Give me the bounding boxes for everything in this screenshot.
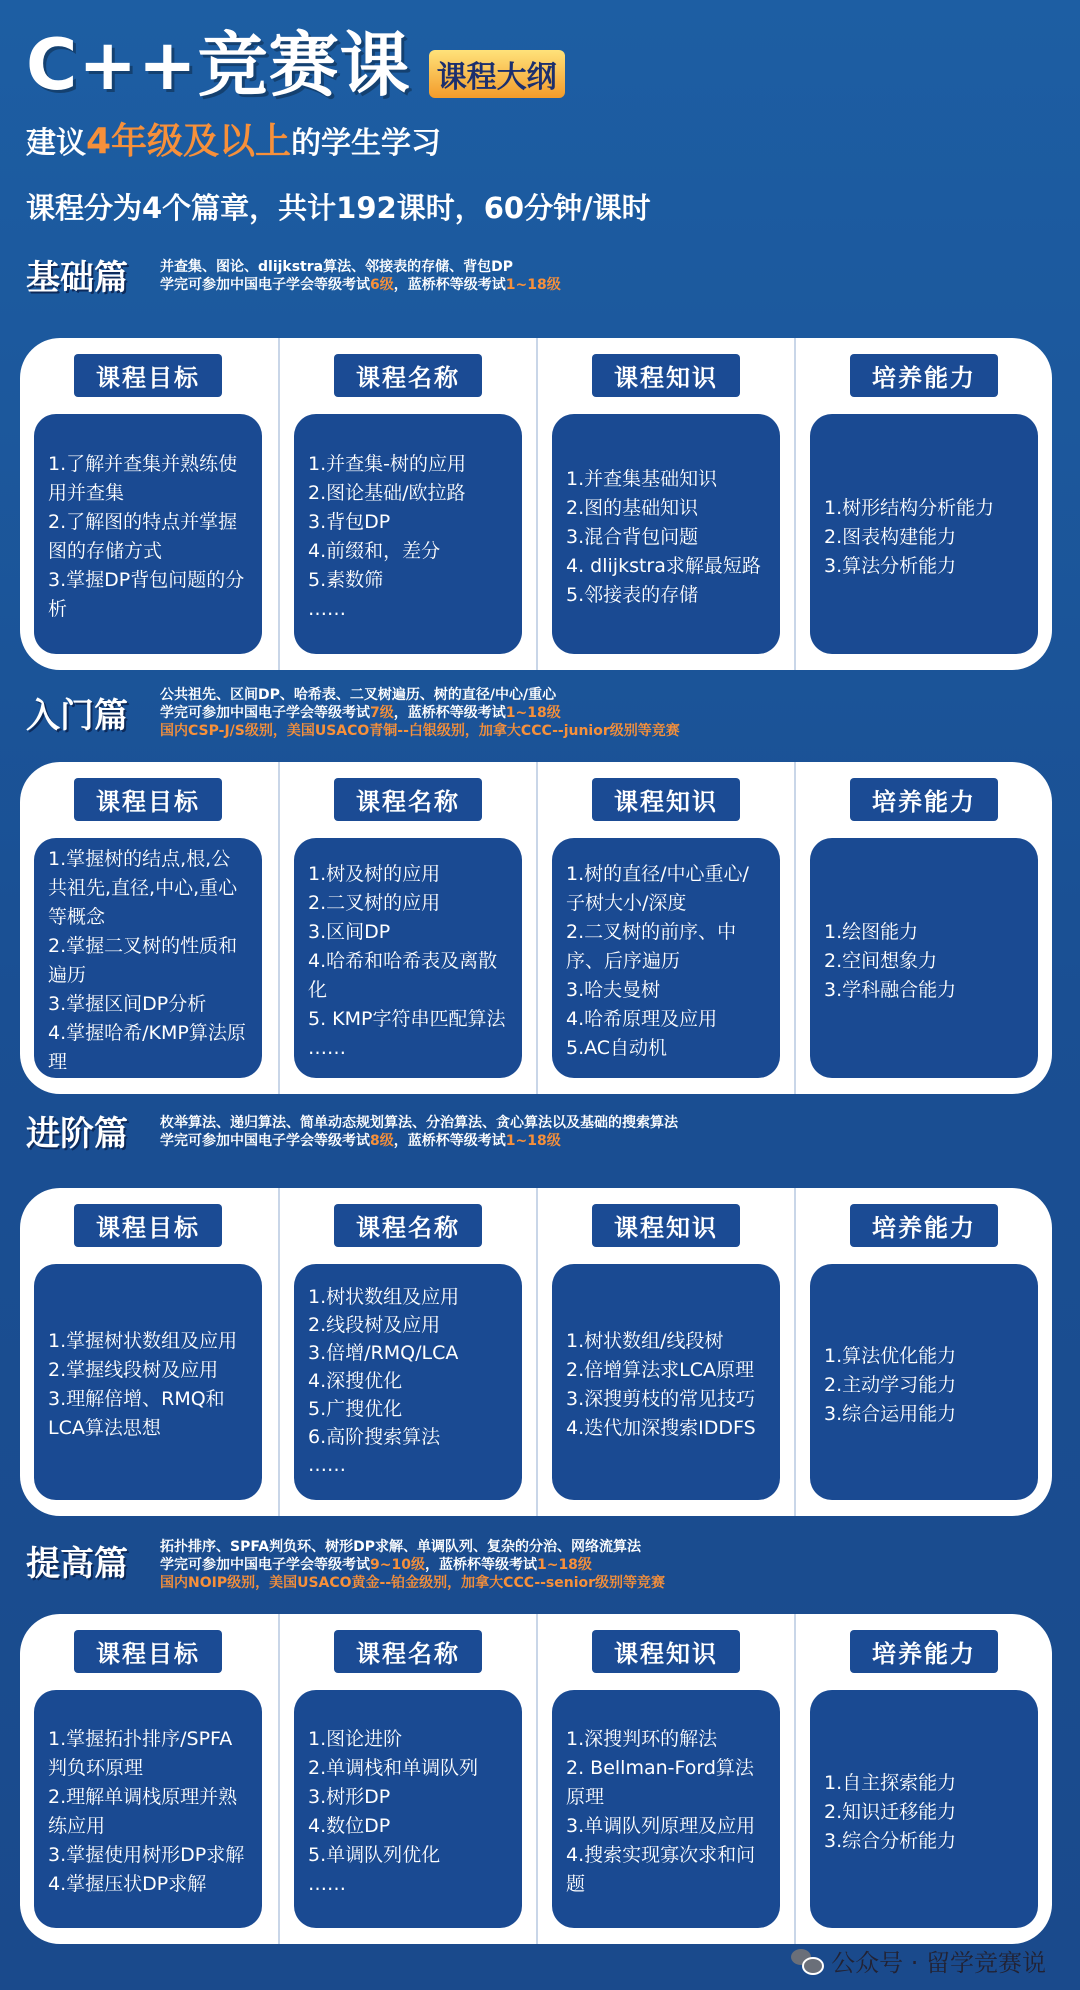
list-item: 1.算法优化能力 (824, 1344, 957, 1367)
chapter-desc (160, 258, 561, 294)
list-item: 1.图论进阶 (308, 1728, 403, 1750)
chapter-topics: 拓扑排序、SPFA判负环、树形DP求解、单调队列、复杂的分治、网络流算法 (160, 1539, 642, 1555)
col-title-goals: 课程目标 (74, 1630, 222, 1673)
list-item: 1.并查集-树的应用 (308, 453, 466, 475)
list-item: 3.树形DP (308, 1786, 391, 1808)
col-title-names: 课程名称 (334, 778, 482, 821)
list-item: 4.前缀和，差分 (308, 540, 441, 562)
col-title-names: 课程名称 (334, 354, 482, 397)
list-item: 4.迭代加深搜索IDDFS (566, 1417, 756, 1439)
col-names (278, 762, 536, 1094)
list-item: 3.算法分析能力 (824, 554, 957, 577)
goals-box (34, 1264, 262, 1500)
list-item: 4.深搜优化 (308, 1370, 403, 1392)
chapter-card (20, 1188, 1052, 1516)
list-item: 2.掌握线段树及应用 (48, 1359, 219, 1381)
chapter-desc (160, 686, 680, 740)
list-item: 5.AC自动机 (566, 1036, 668, 1059)
goals-box (34, 838, 262, 1078)
col-title-abilities: 培养能力 (850, 1630, 998, 1673)
chapter-basic (0, 256, 1080, 676)
chapter-competitions: 国内CSP-J/S级别，美国USACO青铜--白银级别，加拿大CCC--junior级别等竞赛 (160, 723, 680, 739)
col-goals (20, 1614, 276, 1944)
col-knowledge (536, 1188, 794, 1516)
col-names (278, 338, 536, 670)
col-goals (20, 338, 276, 670)
col-title-goals: 课程目标 (74, 1204, 222, 1247)
list-item: 2.二叉树的前序、中序、后序遍历 (566, 920, 737, 972)
list-item: 1.了解并查集并熟练使用并查集 (48, 453, 238, 504)
list-item: 3.学科融合能力 (824, 978, 957, 1001)
list-item: 4.掌握哈希/KMP算法原理 (48, 1022, 246, 1073)
col-goals (20, 762, 276, 1094)
knowledge-box (552, 1690, 780, 1928)
chapter-header (26, 256, 1056, 336)
names-box (294, 838, 522, 1078)
col-title-knowledge: 课程知识 (592, 1630, 740, 1673)
list-item: 4. dlijkstra求解最短路 (566, 554, 761, 577)
list-item: 2.图论基础/欧拉路 (308, 482, 466, 504)
list-item: …… (308, 1873, 346, 1895)
list-item: 1.树的直径/中心重心/子树大小/深度 (566, 862, 749, 914)
col-abilities (794, 762, 1052, 1094)
list-item: …… (308, 1036, 346, 1059)
list-item: 1.掌握树状数组及应用 (48, 1330, 238, 1352)
chapter-exam: 学完可参加中国电子学会等级考试8级，蓝桥杯等级考试1~18级 (160, 1133, 561, 1149)
list-item: …… (308, 1454, 346, 1476)
abilities-box (810, 414, 1038, 654)
chapter-header (26, 1536, 1056, 1616)
list-item: 2.主动学习能力 (824, 1373, 957, 1396)
col-names (278, 1614, 536, 1944)
chapter-topics: 公共祖先、区间DP、哈希表、二叉树遍历、树的直径/中心/重心 (160, 687, 557, 703)
col-names (278, 1188, 536, 1516)
list-item: 4.搜索实现寡次求和问题 (566, 1844, 756, 1895)
list-item: 3.背包DP (308, 511, 391, 533)
list-item: 2.倍增算法求LCA原理 (566, 1359, 754, 1381)
list-item: 1.树形结构分析能力 (824, 496, 995, 519)
wechat-icon (791, 1949, 821, 1973)
list-item: …… (308, 598, 346, 620)
names-box (294, 1690, 522, 1928)
list-item: 3.区间DP (308, 920, 391, 943)
list-item: 1.掌握树的结点,根,公共祖先,直径,中心,重心等概念 (48, 848, 238, 928)
chapter-desc (160, 1114, 678, 1150)
footer-text: 公众号 · 留学竞赛说 (831, 1949, 1046, 1977)
col-title-abilities: 培养能力 (850, 778, 998, 821)
list-item: 2. Bellman-Ford算法原理 (566, 1757, 754, 1808)
list-item: 2.了解图的特点并掌握图的存储方式 (48, 511, 238, 562)
chapter-exam: 学完可参加中国电子学会等级考试6级，蓝桥杯等级考试1~18级 (160, 277, 561, 293)
chapter-name: 进阶篇 (26, 1114, 128, 1154)
list-item: 3.混合背包问题 (566, 525, 699, 548)
chapter-name: 提高篇 (26, 1544, 128, 1584)
list-item: 3.倍增/RMQ/LCA (308, 1342, 459, 1364)
list-item: 3.掌握DP背包问题的分析 (48, 569, 245, 620)
col-title-goals: 课程目标 (74, 778, 222, 821)
list-item: 2.图的基础知识 (566, 496, 699, 519)
list-item: 2.二叉树的应用 (308, 891, 441, 914)
goals-box (34, 1690, 262, 1928)
col-abilities (794, 1614, 1052, 1944)
list-item: 4.掌握压状DP求解 (48, 1873, 207, 1895)
col-abilities (794, 338, 1052, 670)
chapter-intro (0, 684, 1080, 1094)
col-abilities (794, 1188, 1052, 1516)
col-knowledge (536, 1614, 794, 1944)
list-item: 1.自主探索能力 (824, 1771, 957, 1794)
subtitle-pre: 建议 (26, 126, 86, 161)
list-item: 1.绘图能力 (824, 920, 919, 943)
chapter-exam: 学完可参加中国电子学会等级考试7级，蓝桥杯等级考试1~18级 (160, 705, 561, 721)
chapter-improve (0, 1536, 1080, 1956)
chapter-exam: 学完可参加中国电子学会等级考试9~10级，蓝桥杯等级考试1~18级 (160, 1557, 592, 1573)
col-title-abilities: 培养能力 (850, 354, 998, 397)
col-title-knowledge: 课程知识 (592, 354, 740, 397)
list-item: 2.知识迁移能力 (824, 1800, 957, 1823)
col-title-goals: 课程目标 (74, 354, 222, 397)
subtitle-highlight: 4年级及以上 (86, 121, 292, 162)
goals-box (34, 414, 262, 654)
chapter-header (26, 684, 1056, 764)
header (26, 20, 1056, 228)
names-box (294, 414, 522, 654)
list-item: 4.哈希原理及应用 (566, 1007, 718, 1030)
list-item: 5.广搜优化 (308, 1398, 403, 1420)
col-title-names: 课程名称 (334, 1204, 482, 1247)
list-item: 3.单调队列原理及应用 (566, 1815, 756, 1837)
knowledge-box (552, 414, 780, 654)
list-item: 5.邻接表的存储 (566, 583, 699, 606)
col-title-names: 课程名称 (334, 1630, 482, 1673)
title-badge: 课程大纲 (429, 50, 565, 98)
list-item: 1.深搜判环的解法 (566, 1728, 718, 1750)
abilities-box (810, 1264, 1038, 1500)
col-goals (20, 1188, 276, 1516)
list-item: 5.单调队列优化 (308, 1844, 441, 1866)
names-box (294, 1264, 522, 1500)
chapter-card (20, 338, 1052, 670)
list-item: 2.单调栈和单调队列 (308, 1757, 479, 1779)
abilities-box (810, 1690, 1038, 1928)
chapter-competitions: 国内NOIP级别，美国USACO黄金--铂金级别，加拿大CCC--senior级别等竞赛 (160, 1575, 666, 1591)
list-item: 2.掌握二叉树的性质和遍历 (48, 935, 238, 986)
list-item: 5. KMP字符串匹配算法 (308, 1007, 506, 1030)
chapter-name: 入门篇 (26, 696, 128, 736)
col-knowledge (536, 762, 794, 1094)
abilities-box (810, 838, 1038, 1078)
page-title: C++竞赛课 (26, 24, 411, 106)
chapter-advanced (0, 1112, 1080, 1516)
chapter-header (26, 1112, 1056, 1192)
list-item: 3.深搜剪枝的常见技巧 (566, 1388, 756, 1410)
chapter-card (20, 1614, 1052, 1944)
subtitle (26, 120, 1056, 166)
list-item: 1.树状数组/线段树 (566, 1330, 724, 1352)
list-item: 1.树状数组及应用 (308, 1286, 460, 1308)
chapter-topics: 并查集、图论、dlijkstra算法、邻接表的存储、背包DP (160, 259, 513, 275)
list-item: 5.素数筛 (308, 569, 384, 591)
footer-watermark (791, 1943, 1046, 1978)
course-intro: 课程分为4个篇章，共计192课时，60分钟/课时 (26, 191, 651, 225)
col-title-knowledge: 课程知识 (592, 778, 740, 821)
list-item: 2.理解单调栈原理并熟练应用 (48, 1786, 238, 1837)
list-item: 4.哈希和哈希表及离散化 (308, 949, 498, 1001)
col-title-knowledge: 课程知识 (592, 1204, 740, 1247)
list-item: 6.高阶搜索算法 (308, 1426, 441, 1448)
list-item: 2.图表构建能力 (824, 525, 957, 548)
chapter-desc (160, 1538, 665, 1592)
list-item: 3.综合分析能力 (824, 1829, 957, 1852)
list-item: 1.并查集基础知识 (566, 467, 718, 490)
knowledge-box (552, 838, 780, 1078)
list-item: 2.空间想象力 (824, 949, 938, 972)
subtitle-post: 的学生学习 (291, 126, 442, 161)
list-item: 3.综合运用能力 (824, 1402, 957, 1425)
chapter-name: 基础篇 (26, 258, 128, 298)
list-item: 2.线段树及应用 (308, 1314, 441, 1336)
list-item: 3.理解倍增、RMQ和LCA算法思想 (48, 1388, 225, 1439)
chapter-topics: 枚举算法、递归算法、简单动态规划算法、分治算法、贪心算法以及基础的搜索算法 (160, 1115, 678, 1131)
list-item: 1.掌握拓扑排序/SPFA判负环原理 (48, 1728, 233, 1779)
knowledge-box (552, 1264, 780, 1500)
list-item: 3.掌握使用树形DP求解 (48, 1844, 245, 1866)
col-knowledge (536, 338, 794, 670)
col-title-abilities: 培养能力 (850, 1204, 998, 1247)
list-item: 1.树及树的应用 (308, 862, 441, 885)
list-item: 3.掌握区间DP分析 (48, 993, 207, 1015)
list-item: 3.哈夫曼树 (566, 978, 661, 1001)
list-item: 4.数位DP (308, 1815, 391, 1837)
chapter-card (20, 762, 1052, 1094)
